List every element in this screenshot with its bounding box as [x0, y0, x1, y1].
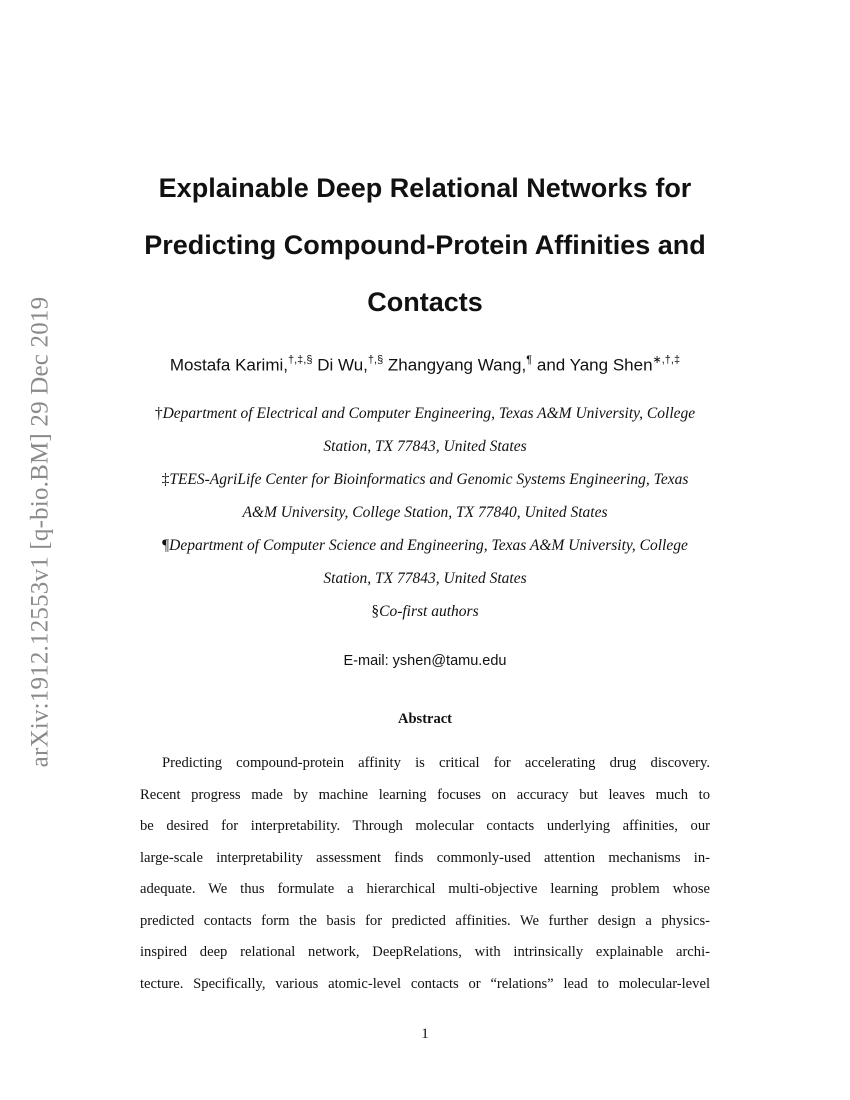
abstract-line: large-scale interpretability assessment finds commonly-used attention mechanisms in-: [140, 849, 710, 866]
affiliation-mark: ¶: [162, 537, 170, 554]
affiliation-line: Department of Computer Science and Engineering, Texas A&M University, College: [169, 537, 688, 554]
affiliation-mark: †: [154, 405, 163, 422]
abstract-line: Recent progress made by machine learning focuses on accuracy but leaves much to: [140, 786, 710, 803]
affiliation-mark: ‡: [161, 471, 170, 488]
author-name: Zhangyang Wang,: [387, 355, 527, 375]
abstract-line: inspired deep relational network, DeepRelations, with intrinsically explainable archi-: [140, 944, 710, 960]
title-line-2: Predicting Compound-Protein Affinities and: [144, 230, 706, 260]
affiliation-line: A&M University, College Station, TX 77840, United States: [242, 504, 608, 521]
abstract-line: Predicting compound-protein affinity is critical for accelerating drug discovery.: [162, 755, 710, 771]
abstract-body: [140, 748, 710, 1000]
affiliation-mark: §: [371, 603, 380, 620]
abstract-line: tecture. Specifically, various atomic-level contacts or “relations” lead to molecular-level: [140, 975, 710, 992]
author-list: [100, 348, 750, 379]
abstract-heading: Abstract: [398, 711, 452, 727]
author-name: Di Wu,: [317, 355, 368, 375]
author-affiliation-marks: ¶: [526, 354, 533, 366]
affiliation-line: Station, TX 77843, United States: [323, 570, 527, 587]
abstract-line: predicted contacts form the basis for predicted affinities. We further design a physics-: [140, 912, 710, 929]
author-affiliation-marks: †,‡,§: [287, 354, 313, 366]
abstract-line: be desired for interpretability. Through molecular contacts underlying affinities, our: [140, 818, 710, 834]
contact-email[interactable]: E-mail: yshen@tamu.edu: [343, 653, 507, 669]
author-name: and Yang Shen: [536, 355, 653, 375]
paper-title: [100, 160, 750, 331]
affiliation-ece: [100, 397, 750, 463]
author-affiliation-marks: †,§: [367, 354, 384, 366]
affiliation-cse: [100, 529, 750, 595]
affiliation-tees: [100, 463, 750, 529]
arxiv-identifier: arXiv:1912.12553v1 [q-bio.BM] 29 Dec 2019: [26, 296, 54, 768]
page-number: 1: [421, 1026, 429, 1042]
affiliation-line: Co-first authors: [379, 603, 479, 620]
affiliation-line: Department of Electrical and Computer Engineering, Texas A&M University, College: [162, 405, 696, 422]
affiliation-line: TEES-AgriLife Center for Bioinformatics and Genomic Systems Engineering, Texas: [169, 471, 689, 488]
title-line-1: Explainable Deep Relational Networks for: [158, 173, 692, 203]
abstract-line: adequate. We thus formulate a hierarchical multi-objective learning problem whose: [140, 881, 710, 897]
affiliation-co-first: [100, 595, 750, 628]
author-name: Mostafa Karimi,: [169, 355, 288, 375]
title-line-3: Contacts: [367, 287, 483, 317]
author-affiliation-marks: ∗,†,‡: [652, 354, 681, 366]
affiliation-line: Station, TX 77843, United States: [323, 438, 527, 455]
arxiv-sidebar: [10, 262, 70, 802]
